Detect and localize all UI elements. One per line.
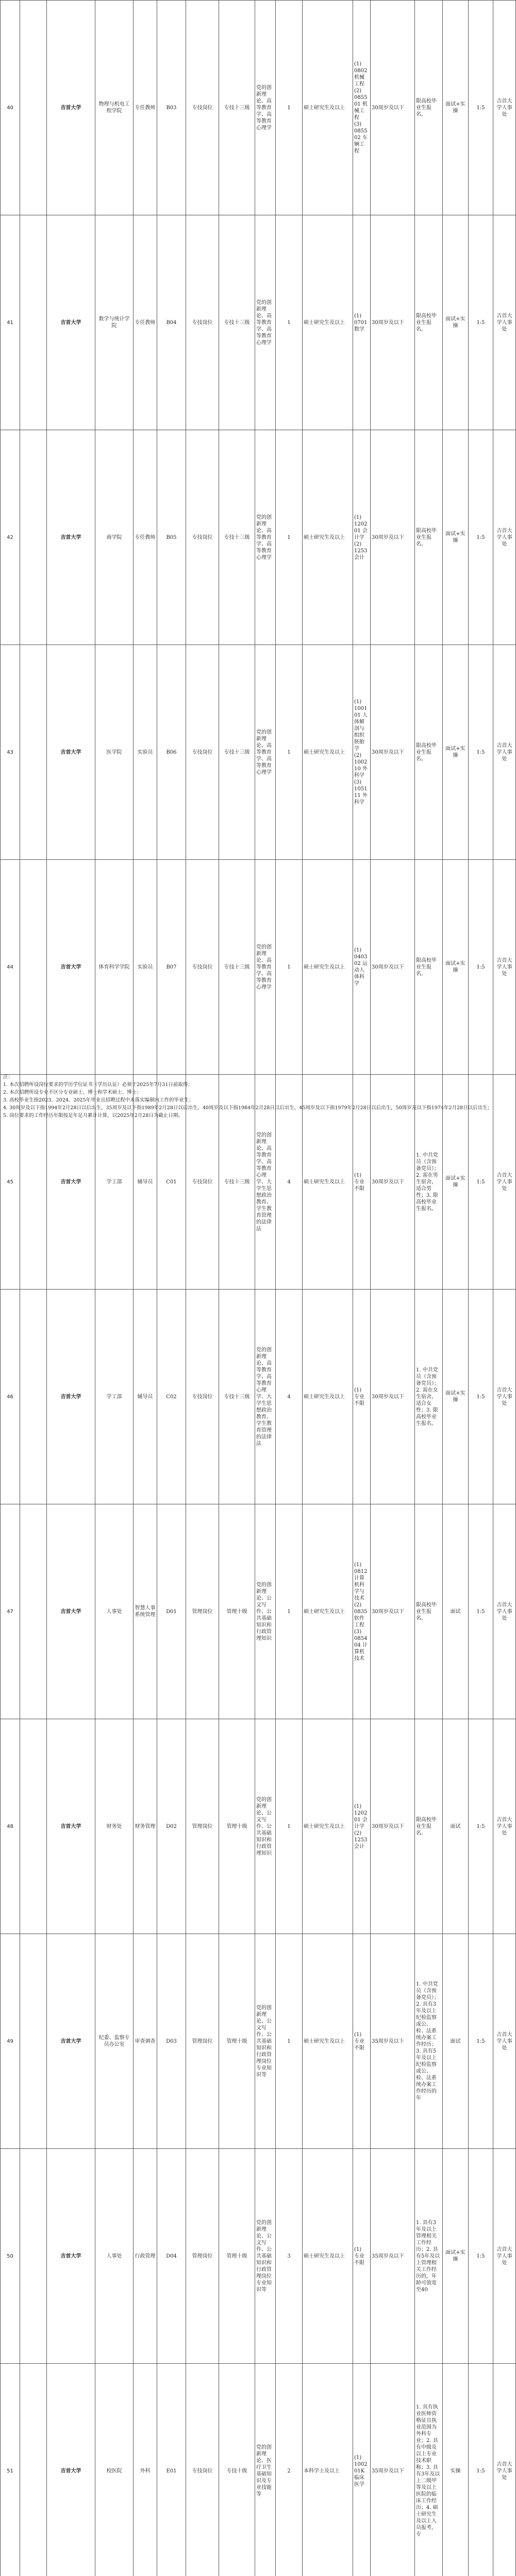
post-level-cell: 专技十三级 [219, 1075, 255, 1290]
education-cell: 硕士研究生及以上 [303, 860, 353, 1075]
post-level-cell: 专技十三级 [219, 430, 255, 645]
exam-content-cell: 党的创新理论、高等教育学、高等教育心理学、大学生思想政治教育、学生教育管理的法律法 [255, 1075, 276, 1290]
major-line: (1) 040302 运动人体科学 [354, 947, 369, 987]
post-code-cell: B07 [157, 860, 186, 1075]
education-cell: 硕士研究生及以上 [303, 1, 353, 215]
major-cell [353, 2149, 371, 2364]
major-line: (2) 0835 软件工程 [354, 1602, 369, 1629]
major-cell [353, 645, 371, 860]
post-code-cell: E01 [157, 2364, 186, 2576]
organizer-cell: 吉首大学人事处 [493, 430, 516, 645]
note-line: 3. 高校毕业生指2023、2024、2025年毕业且招聘过程中未落实编制内工作的毕业生； [3, 1096, 512, 1104]
table-row [1, 2364, 516, 2576]
post-code-cell: B03 [157, 1, 186, 215]
age-cell: 30周岁及以下 [371, 860, 415, 1075]
post-name-cell: 财务管理 [134, 1719, 157, 1934]
ratio-cell: 1:5 [469, 1, 493, 215]
major-line: (2) 100210 外科学 [354, 752, 369, 779]
row-number-cell: 43 [1, 645, 20, 860]
empty-cell [20, 2364, 47, 2576]
table-row [1, 860, 516, 1075]
empty-cell [20, 2149, 47, 2364]
empty-cell [20, 1, 47, 215]
hire-count-cell: 1 [276, 1719, 303, 1934]
requirements-cell: 限高校毕业生报名。 [415, 215, 443, 430]
unit-name-cell: 吉首大学 [47, 1719, 95, 1934]
ratio-cell: 1:5 [469, 645, 493, 860]
ratio-cell: 1:5 [469, 215, 493, 430]
major-line: (2) 1253 会计 [354, 541, 369, 561]
table-row [1, 645, 516, 860]
exam-content-cell: 党的创新理论、公文写作、公共基础知识和行政管理知识 [255, 1504, 276, 1719]
unit-name-cell: 吉首大学 [47, 1075, 95, 1290]
post-category-cell: 专技岗位 [186, 2364, 219, 2576]
post-code-cell: D01 [157, 1504, 186, 1719]
organizer-cell: 吉首大学人事处 [493, 2364, 516, 2576]
department-cell: 学工部 [95, 1075, 134, 1290]
post-level-cell: 专技十三级 [219, 1, 255, 215]
exam-method-cell: 面试+实操 [443, 1, 469, 215]
department-cell: 数学与统计学院 [95, 215, 134, 430]
education-cell: 硕士研究生及以上 [303, 215, 353, 430]
ratio-cell: 1:5 [469, 1504, 493, 1719]
major-line: (1) 专业不限 [354, 2031, 369, 2052]
exam-content-cell: 党的创新理论、公文写作、公共基础知识和行政管理知识 [255, 1719, 276, 1934]
unit-name-cell: 吉首大学 [47, 215, 95, 430]
post-code-cell: C02 [157, 1290, 186, 1504]
unit-name-cell: 吉首大学 [47, 1, 95, 215]
exam-content-cell: 党的创新理论、高等教育学、高等教育心理学 [255, 860, 276, 1075]
department-cell: 人事处 [95, 2149, 134, 2364]
major-line: (1) 0802 机械工程 [354, 61, 369, 88]
row-number-cell: 48 [1, 1719, 20, 1934]
exam-method-cell: 面试+实操 [443, 1290, 469, 1504]
major-cell [353, 1719, 371, 1934]
post-code-cell: B04 [157, 215, 186, 430]
organizer-cell: 吉首大学人事处 [493, 645, 516, 860]
department-cell: 体育科学学院 [95, 860, 134, 1075]
hire-count-cell: 4 [276, 1075, 303, 1290]
ratio-cell: 1:5 [469, 860, 493, 1075]
exam-content-cell: 党的创新理论、高等教育学、高等教育心理学、大学生思想政治教育、学生教育管理的法律法 [255, 1290, 276, 1504]
education-cell: 硕士研究生及以上 [303, 1075, 353, 1290]
row-number-cell: 47 [1, 1504, 20, 1719]
department-cell: 校医院 [95, 2364, 134, 2576]
table-row [1, 1, 516, 215]
unit-name-cell: 吉首大学 [47, 1504, 95, 1719]
post-name-cell: 审查调查 [134, 1934, 157, 2149]
requirements-cell: 限高校毕业生报名。 [415, 860, 443, 1075]
requirements-cell: 1. 具有执业医师资格证且执业范围为外科专业；2. 具有中级及以上专业技术职称；3. 具有3年及以上二级甲等及以上医院的临床工作经历；4. 硕士研究生及以上人员报考，专 [415, 2364, 443, 2576]
requirements-cell: 限高校毕业生报名。 [415, 645, 443, 860]
education-cell: 本科学士及以上 [303, 2364, 353, 2576]
hire-count-cell: 1 [276, 1934, 303, 2149]
organizer-cell: 吉首大学人事处 [493, 1934, 516, 2149]
post-level-cell: 专技十级 [219, 2364, 255, 2576]
post-name-cell: 专任教师 [134, 1, 157, 215]
requirements-cell: 1. 具有3年及以上管理相关工作经历；2. 具有5年及以上管理相关工作经历的，年龄可放宽至40 [415, 2149, 443, 2364]
note-line: 2. 本次招聘所设专业不区分专业硕士、博士和学术硕士、博士； [3, 1089, 512, 1096]
post-name-cell: 专任教师 [134, 215, 157, 430]
post-category-cell: 专技岗位 [186, 860, 219, 1075]
age-cell: 30周岁及以下 [371, 1719, 415, 1934]
post-code-cell: D03 [157, 1934, 186, 2149]
row-number-cell: 50 [1, 2149, 20, 2364]
exam-content-cell: 党的创新理论、高等教育学、高等教育心理学 [255, 1, 276, 215]
table-body [1, 1, 516, 2576]
exam-content-cell: 党的创新理论、高等教育学、高等教育心理学 [255, 215, 276, 430]
major-line: (1) 专业不限 [354, 1172, 369, 1192]
exam-method-cell: 面试+实操 [443, 1075, 469, 1290]
requirements-cell: 1. 中共党员（含预备党员）；2. 需在男生宿舍，适合男性；3. 限高校毕业生报名。 [415, 1075, 443, 1290]
education-cell: 硕士研究生及以上 [303, 1290, 353, 1504]
education-cell: 硕士研究生及以上 [303, 1504, 353, 1719]
table-row [1, 1719, 516, 1934]
major-line: (1) 专业不限 [354, 2246, 369, 2266]
education-cell: 硕士研究生及以上 [303, 2149, 353, 2364]
unit-name-cell: 吉首大学 [47, 2149, 95, 2364]
hire-count-cell: 1 [276, 430, 303, 645]
organizer-cell: 吉首大学人事处 [493, 1, 516, 215]
exam-content-cell: 党的创新理论、公文写作、公共基础知识和行政管理岗位专业知识等 [255, 1934, 276, 2149]
empty-cell [20, 430, 47, 645]
post-category-cell: 管理岗位 [186, 1719, 219, 1934]
exam-method-cell: 面试 [443, 1504, 469, 1719]
ratio-cell: 1:5 [469, 430, 493, 645]
education-cell: 硕士研究生及以上 [303, 1934, 353, 2149]
row-number-cell: 51 [1, 2364, 20, 2576]
organizer-cell: 吉首大学人事处 [493, 860, 516, 1075]
post-name-cell: 实验员 [134, 645, 157, 860]
table-row [1, 1934, 516, 2149]
ratio-cell: 1:5 [469, 2149, 493, 2364]
unit-name-cell: 吉首大学 [47, 860, 95, 1075]
post-category-cell: 专技岗位 [186, 1075, 219, 1290]
age-cell: 30周岁及以下 [371, 1290, 415, 1504]
age-cell: 30周岁及以下 [371, 1, 415, 215]
hire-count-cell: 1 [276, 1, 303, 215]
hire-count-cell: 1 [276, 860, 303, 1075]
note-heading: 注： [3, 1073, 512, 1081]
major-line: (3) 085404 计算机技术 [354, 1629, 369, 1662]
organizer-cell: 吉首大学人事处 [493, 215, 516, 430]
organizer-cell: 吉首大学人事处 [493, 1719, 516, 1934]
major-cell [353, 1934, 371, 2149]
hire-count-cell: 1 [276, 215, 303, 430]
exam-method-cell: 面试+实操 [443, 860, 469, 1075]
exam-method-cell: 面试+实操 [443, 2149, 469, 2364]
hire-count-cell: 3 [276, 2149, 303, 2364]
major-line: (1) 0812 计算机科学与技术 [354, 1562, 369, 1602]
department-cell: 学工部 [95, 1290, 134, 1504]
major-line: (1) 100201K 临床医学 [354, 2454, 369, 2488]
post-code-cell: C01 [157, 1075, 186, 1290]
major-line: (1) 120201 会计学 [354, 1803, 369, 1830]
empty-cell [20, 1290, 47, 1504]
post-category-cell: 专技岗位 [186, 215, 219, 430]
major-line: (1) 0701 数学 [354, 313, 369, 333]
major-cell [353, 1, 371, 215]
education-cell: 硕士研究生及以上 [303, 430, 353, 645]
age-cell: 35周岁及以下 [371, 2149, 415, 2364]
major-line: (2) 1253 会计 [354, 1830, 369, 1850]
post-category-cell: 专技岗位 [186, 645, 219, 860]
exam-content-cell: 党的创新理论、公文写作、公共基础知识和行政管理岗位专业知识等 [255, 2149, 276, 2364]
organizer-cell: 吉首大学人事处 [493, 1504, 516, 1719]
hire-count-cell: 1 [276, 645, 303, 860]
empty-cell [20, 860, 47, 1075]
note-line: 1. 本次招聘所设岗位要求的学历学位证书（学历认证）必须于2025年7月31日前取得； [3, 1081, 512, 1089]
post-category-cell: 专技岗位 [186, 1, 219, 215]
unit-name-cell: 吉首大学 [47, 645, 95, 860]
row-number-cell: 46 [1, 1290, 20, 1504]
ratio-cell: 1:5 [469, 1290, 493, 1504]
organizer-cell: 吉首大学人事处 [493, 1290, 516, 1504]
post-level-cell: 专技十三级 [219, 645, 255, 860]
age-cell: 30周岁及以下 [371, 1075, 415, 1290]
empty-cell [20, 1504, 47, 1719]
department-cell: 纪委、监察专员办公室 [95, 1934, 134, 2149]
organizer-cell: 吉首大学人事处 [493, 1075, 516, 1290]
post-category-cell: 专技岗位 [186, 430, 219, 645]
exam-content-cell: 党的创新理论、高等教育学、高等教育心理学 [255, 430, 276, 645]
post-level-cell: 管理十级 [219, 2149, 255, 2364]
exam-method-cell: 实操 [443, 2364, 469, 2576]
post-code-cell: D02 [157, 1719, 186, 1934]
table-row [1, 430, 516, 645]
department-cell: 人事处 [95, 1504, 134, 1719]
table-row [1, 1290, 516, 1504]
department-cell: 财务处 [95, 1719, 134, 1934]
requirements-cell: 限高校毕业生报名。 [415, 430, 443, 645]
department-cell: 商学院 [95, 430, 134, 645]
exam-method-cell: 面试+实操 [443, 215, 469, 430]
major-cell [353, 2364, 371, 2576]
ratio-cell: 1:5 [469, 1075, 493, 1290]
exam-content-cell: 党的创新理论、医疗卫生基础知识及专业技能等 [255, 2364, 276, 2576]
post-category-cell: 管理岗位 [186, 2149, 219, 2364]
ratio-cell: 1:5 [469, 1934, 493, 2149]
post-level-cell: 管理十级 [219, 1934, 255, 2149]
organizer-cell: 吉首大学人事处 [493, 2149, 516, 2364]
major-cell [353, 215, 371, 430]
table-row [1, 2149, 516, 2364]
education-cell: 硕士研究生及以上 [303, 645, 353, 860]
age-cell: 30周岁及以下 [371, 1504, 415, 1719]
hire-count-cell: 2 [276, 2364, 303, 2576]
ratio-cell: 1:5 [469, 1719, 493, 1934]
unit-name-cell: 吉首大学 [47, 1290, 95, 1504]
major-line: (2) 085501 机械工程 [354, 88, 369, 121]
post-name-cell: 行政管理 [134, 2149, 157, 2364]
major-cell [353, 1290, 371, 1504]
department-cell: 医学院 [95, 645, 134, 860]
post-name-cell: 实验员 [134, 860, 157, 1075]
post-level-cell: 管理十级 [219, 1504, 255, 1719]
post-name-cell: 专任教师 [134, 430, 157, 645]
major-cell [353, 860, 371, 1075]
exam-content-cell: 党的创新理论、高等教育学、高等教育心理学 [255, 645, 276, 860]
major-cell [353, 1504, 371, 1719]
requirements-cell: 1. 中共党员（含预备党员）；2. 具有3年及以上纪检监察或公、检、法系统办案工作经历；3. 具有5年及以上纪检监察或公、检、法系统办案工作经历的年 [415, 1934, 443, 2149]
empty-cell [20, 645, 47, 860]
row-number-cell: 42 [1, 430, 20, 645]
post-level-cell: 专技十三级 [219, 215, 255, 430]
note-line: 4. 30周岁及以下指1994年2月28日以后出生，35周岁及以下指1989年2月28日以后出生，40周岁及以下指1984年2月28日以后出生，45周岁及以下指1979年2月28日以后出生，50周岁及以下指1974年2月28日以后出生； [3, 1104, 512, 1112]
hire-count-cell: 4 [276, 1290, 303, 1504]
unit-name-cell: 吉首大学 [47, 430, 95, 645]
empty-cell [20, 215, 47, 430]
major-line: (3) 085502 车辆工程 [354, 121, 369, 155]
note-line: 5. 岗位要求的工作经历年限按足年足月累计计算，以2025年2月28日为截止日期。 [3, 1112, 512, 1120]
row-number-cell: 40 [1, 1, 20, 215]
row-number-cell: 41 [1, 215, 20, 430]
post-name-cell: 辅导员 [134, 1290, 157, 1504]
requirements-cell: 1. 中共党员（含预备党员）；2. 需在女生宿舍，适合女性；3. 限高校毕业生报名。 [415, 1290, 443, 1504]
major-line: (1) 专业不限 [354, 1387, 369, 1407]
major-line: (1) 120201 会计学 [354, 514, 369, 541]
row-number-cell: 44 [1, 860, 20, 1075]
ratio-cell: 1:5 [469, 2364, 493, 2576]
post-name-cell: 外科 [134, 2364, 157, 2576]
department-cell: 物理与机电工程学院 [95, 1, 134, 215]
post-name-cell: 辅导员 [134, 1075, 157, 1290]
post-category-cell: 专技岗位 [186, 1290, 219, 1504]
post-category-cell: 管理岗位 [186, 1934, 219, 2149]
table-row [1, 1504, 516, 1719]
row-number-cell: 45 [1, 1075, 20, 1290]
empty-cell [20, 1934, 47, 2149]
footnotes [3, 1073, 512, 1120]
empty-cell [20, 1719, 47, 1934]
post-level-cell: 专技十三级 [219, 1290, 255, 1504]
exam-method-cell: 面试 [443, 1934, 469, 2149]
post-code-cell: D04 [157, 2149, 186, 2364]
age-cell: 35周岁及以下 [371, 2364, 415, 2576]
post-level-cell: 管理十级 [219, 1719, 255, 1934]
unit-name-cell: 吉首大学 [47, 2364, 95, 2576]
post-code-cell: B05 [157, 430, 186, 645]
age-cell: 30周岁及以下 [371, 430, 415, 645]
major-line: (1) 100101 人体解剖与组织胚胎学 [354, 699, 369, 752]
age-cell: 30周岁及以下 [371, 645, 415, 860]
exam-method-cell: 面试+实操 [443, 645, 469, 860]
requirements-cell: 限高校毕业生报名。 [415, 1719, 443, 1934]
post-name-cell: 智慧人事系统管理 [134, 1504, 157, 1719]
post-category-cell: 管理岗位 [186, 1504, 219, 1719]
major-line: (3) 105111 外科学 [354, 779, 369, 806]
exam-method-cell: 面试 [443, 1719, 469, 1934]
major-cell [353, 430, 371, 645]
post-level-cell: 专技十三级 [219, 860, 255, 1075]
unit-name-cell: 吉首大学 [47, 1934, 95, 2149]
post-code-cell: B06 [157, 645, 186, 860]
exam-method-cell: 面试+实操 [443, 430, 469, 645]
age-cell: 35周岁及以下 [371, 1934, 415, 2149]
requirements-cell: 限高校毕业生报名。 [415, 1504, 443, 1719]
job-posting-page [0, 0, 515, 1129]
age-cell: 30周岁及以下 [371, 215, 415, 430]
education-cell: 硕士研究生及以上 [303, 1719, 353, 1934]
hire-count-cell: 1 [276, 1504, 303, 1719]
row-number-cell: 49 [1, 1934, 20, 2149]
requirements-cell: 限高校毕业生报名。 [415, 1, 443, 215]
table-row [1, 215, 516, 430]
